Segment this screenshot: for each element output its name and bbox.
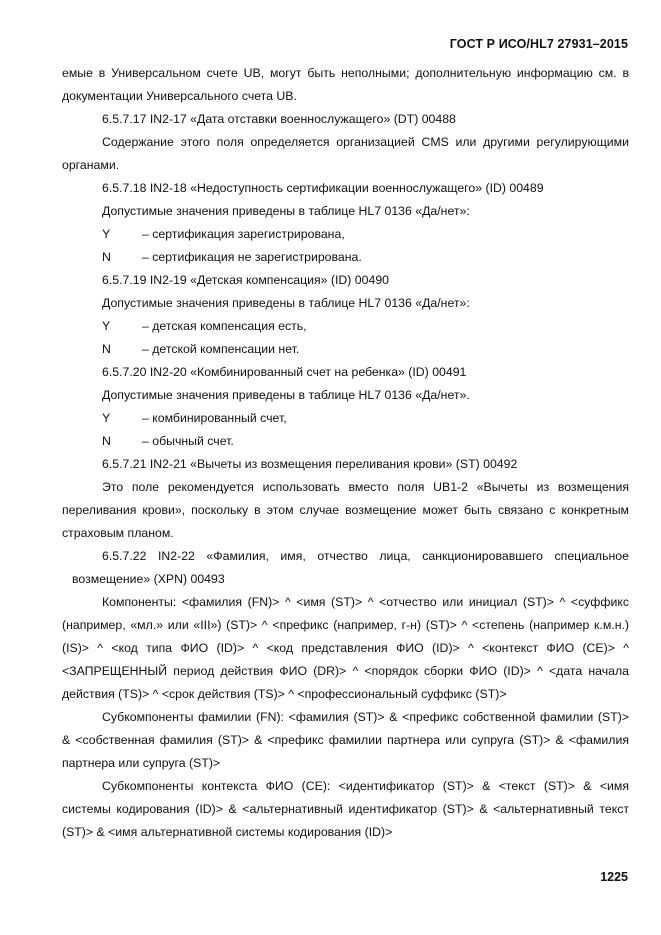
list-item: [62, 315, 629, 338]
list-item-code: N: [102, 434, 111, 448]
list-item-code: N: [102, 250, 111, 264]
list-item-text: – обычный счет.: [142, 434, 234, 448]
list-item: [62, 430, 629, 453]
list-item-text: – детской компенсации нет.: [142, 342, 300, 356]
list-item: [62, 223, 629, 246]
page-number: 1225: [600, 870, 628, 884]
paragraph: Это поле рекомендуется использовать вместо поля UB1-2 «Вычеты из возмещения переливания крови», поскольку в этом случае возмещение может быть связано с конкретным страховым планом.: [62, 480, 629, 540]
list-item-code: N: [102, 342, 111, 356]
section-heading: 6.5.7.18 IN2-18 «Недоступность сертификации военнослужащего» (ID) 00489: [102, 181, 544, 195]
list-item-code: Y: [102, 227, 111, 241]
document-body: [62, 62, 629, 844]
paragraph: Допустимые значения приведены в таблице HL7 0136 «Да/нет»:: [102, 296, 470, 310]
section-heading: 6.5.7.17 IN2-17 «Дата отставки военнослужащего» (DT) 00488: [102, 112, 456, 126]
paragraph: Содержание этого поля определяется организацией CMS или другими регулирующими органами.: [62, 135, 629, 172]
list-item-text: – сертификация зарегистрирована,: [142, 227, 345, 241]
list-item: [62, 246, 629, 269]
paragraph: Субкомпоненты фамилии (FN): <фамилия (ST)> & <префикс собственной фамилии (ST)> & <собственная фамилия (ST)> & <префикс фамилии партнера или супруга (ST)> & <фамилия партнера или супруга (ST)>: [62, 710, 629, 770]
section-heading: 6.5.7.20 IN2-20 «Комбинированный счет на ребенка» (ID) 00491: [102, 365, 467, 379]
list-item: [62, 407, 629, 430]
paragraph: Допустимые значения приведены в таблице HL7 0136 «Да/нет»:: [102, 204, 470, 218]
list-item-code: Y: [102, 319, 111, 333]
paragraph: Субкомпоненты контекста ФИО (CE): <идентификатор (ST)> & <текст (ST)> & <имя системы кодирования (ID)> & <альтернативный идентификатор (ST)> & <альтернативный текст (ST)> & <имя альтернативной системы кодирования (ID)>: [62, 779, 629, 839]
paragraph: Допустимые значения приведены в таблице HL7 0136 «Да/нет».: [102, 388, 470, 402]
list-item-text: – комбинированный счет,: [142, 411, 287, 425]
paragraph: Компоненты: <фамилия (FN)> ^ <имя (ST)> ^ <отчество или инициал (ST)> ^ <суффикс (например, «мл.» или «III») (ST)> ^ <префикс (например, г-н) (ST)> ^ <степень (например к.м.н.) (IS)> ^ <код типа ФИО (ID)> ^ <код представления ФИО (ID)> ^ <контекст ФИО (CE)> ^ <ЗАПРЕЩЕННЫЙ период действия ФИО (DR)> ^ <порядок сборки ФИО (ID)> ^ <дата начала действия (TS)> ^ <срок действия (TS)> ^ <профессиональный суффикс (ST)>: [62, 595, 629, 701]
section-heading: 6.5.7.21 IN2-21 «Вычеты из возмещения переливания крови» (ST) 00492: [102, 457, 518, 471]
list-item-text: – сертификация не зарегистрирована.: [142, 250, 362, 264]
list-item-text: – детская компенсация есть,: [142, 319, 307, 333]
document-header: ГОСТ Р ИСО/HL7 27931–2015: [449, 37, 628, 51]
section-heading: 6.5.7.22 IN2-22 «Фамилия, имя, отчество лица, санкционировавшего специальное возмещение» (XPN) 00493: [72, 549, 629, 586]
paragraph: емые в Универсальном счете UB, могут быть неполными; дополнительную информацию см. в документации Универсального счета UB.: [62, 66, 629, 103]
list-item-code: Y: [102, 411, 111, 425]
list-item: [62, 338, 629, 361]
section-heading: 6.5.7.19 IN2-19 «Детская компенсация» (ID) 00490: [102, 273, 390, 287]
